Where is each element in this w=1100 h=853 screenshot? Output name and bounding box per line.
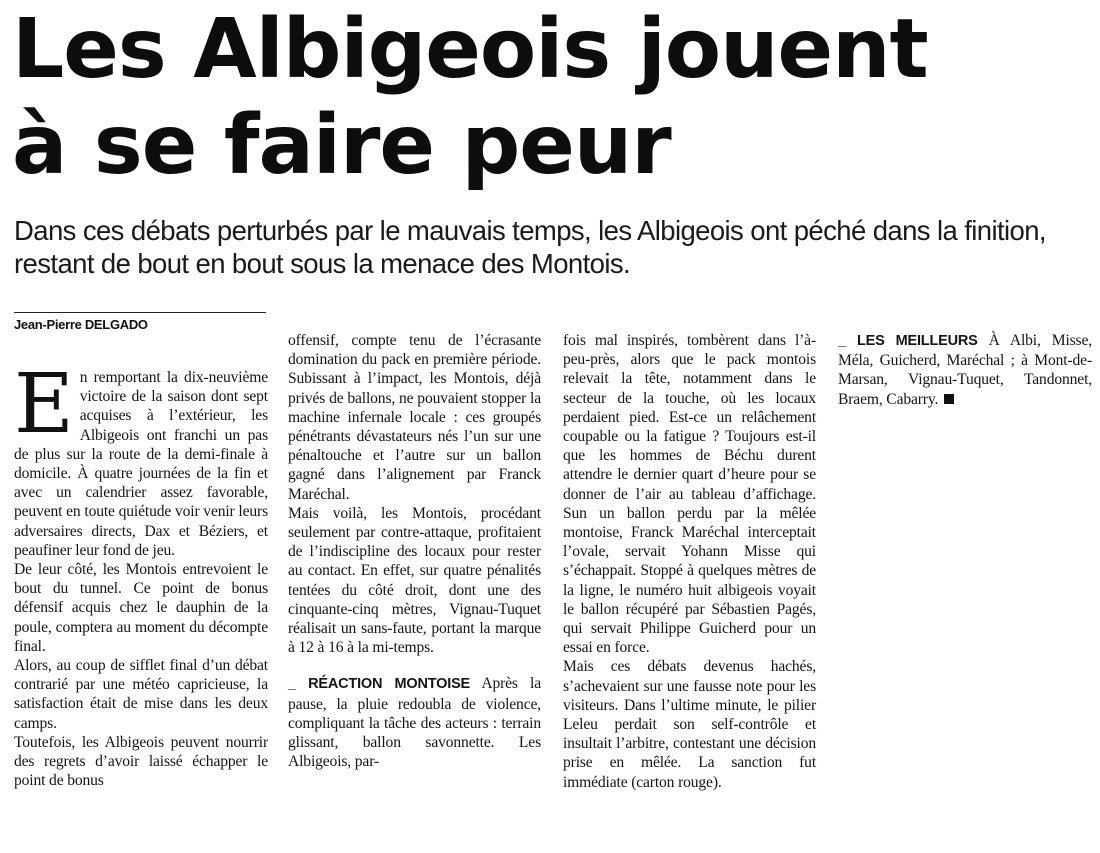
subheading-les-meilleurs: _ LES MEILLEURS xyxy=(838,333,978,349)
article-column-2 xyxy=(288,331,541,771)
byline xyxy=(14,312,266,332)
deck-line-1: Dans ces débats perturbés par le mauvais temps, les Albigeois ont péché dans la finition, xyxy=(14,215,1046,246)
byline-firstname: Jean-Pierre xyxy=(14,317,82,332)
paragraph-text: À Albi, Misse, Méla, Guicherd, Maréchal ; à Mont-de-Marsan, Vignau-Tuquet, Tandonnet, Braem, Cabarry. xyxy=(838,332,1092,408)
headline-line-1: Les Albigeois jouent xyxy=(12,2,928,97)
article-column-1 xyxy=(14,357,268,790)
paragraph: Mais voilà, les Montois, procédant seulement par contre-attaque, profitaient de l’indiscipline des locaux pour rester au contact. En effet, sur quatre pénalités tentées du côté droit, dont une des cinquante-cinq mètres, Vignau-Tuquet réalisait un sans-faute, portant la marque à 12 à 16 à la mi-temps. xyxy=(288,504,541,657)
paragraph: De leur côté, les Montois entrevoient le bout du tunnel. Ce point de bonus défensif acquis chez le dauphin de la poule, comptera au moment du décompte final. xyxy=(14,561,268,655)
paragraph: Mais ces débats devenus hachés, s’achevaient sur une fausse note pour les visiteurs. Dans l’ultime minute, le pilier Leleu perdait son self-contrôle et insultait l’arbitre, contestant une décision prise en mêlée. La sanction fut immédiate (carton rouge). xyxy=(563,658,816,791)
subheading-reaction-montoise: _ RÉACTION MONTOISE xyxy=(288,676,471,693)
paragraph: offensif, compte tenu de l’écrasante domination du pack en première période. Subissant à l’impact, les Montois, déjà privés de ballons, ne pouvaient stopper la machine infernale locale : ces groupés pénétrants dévastateurs nés l’un sur une pénaltouche et l’autre sur un ballon gagné dans l’alignement par Franck Maréchal. xyxy=(288,332,541,503)
paragraph: Alors, au coup de sifflet final d’un débat contrarié par une météo capricieuse, la satisfaction était de mise dans les deux camps. xyxy=(14,657,268,732)
article-column-3 xyxy=(563,331,816,792)
paragraph-text: n remportant la dix-neuvième victoire de la saison dont sept acquises à l’extérieur, les Albigeois ont franchi un pas de plus sur la route de la demi-finale à domicile. À quatre journées de la fin et avec un calendrier assez favorable, peuvent en toute quiétude voir venir leurs adversaires directs, Dax et Béziers, et peaufiner leur fond de jeu. xyxy=(14,369,268,559)
paragraph xyxy=(14,357,268,560)
paragraph-text: Après la pause, la pluie redoubla de violence, compliquant la tâche des acteurs : terrain glissant, ballon savonnette. Les Albigeois, par- xyxy=(288,675,541,771)
paragraph xyxy=(288,674,541,771)
article-column-4 xyxy=(838,331,1092,409)
end-mark-icon xyxy=(944,394,954,404)
headline-line-2: à se faire peur xyxy=(12,98,671,193)
byline-surname: DELGADO xyxy=(84,317,148,332)
dropcap: E xyxy=(14,357,74,452)
paragraph xyxy=(838,331,1092,409)
headline xyxy=(12,2,1092,194)
paragraph: Toutefois, les Albigeois peuvent nourrir des regrets d’avoir laissé échapper le point de bonus xyxy=(14,733,268,790)
spacer xyxy=(288,657,541,674)
deck-line-2: restant de bout en bout sous la menace des Montois. xyxy=(14,248,631,279)
paragraph: fois mal inspirés, tombèrent dans l’à-peu-près, alors que le pack montois relevait la tête, notamment dans le secteur de la touche, où les locaux perdaient pied. Est-ce un relâchement coupable ou la fatigue ? Toujours est-il que les hommes de Béchu durent attendre le dernier quart d’heure pour se donner de l’air au tableau d’affichage. Sun un ballon perdu par la mêlée montoise, Franck Maréchal interceptait l’ovale, servait Yohann Misse qui s’échappait. Stoppé à quelques mètres de la ligne, le numéro huit albigeois voyait le ballon récupéré par Sébastien Pagés, qui servait Philippe Guicherd pour un essai en force. xyxy=(563,332,816,657)
deck xyxy=(14,214,1094,280)
